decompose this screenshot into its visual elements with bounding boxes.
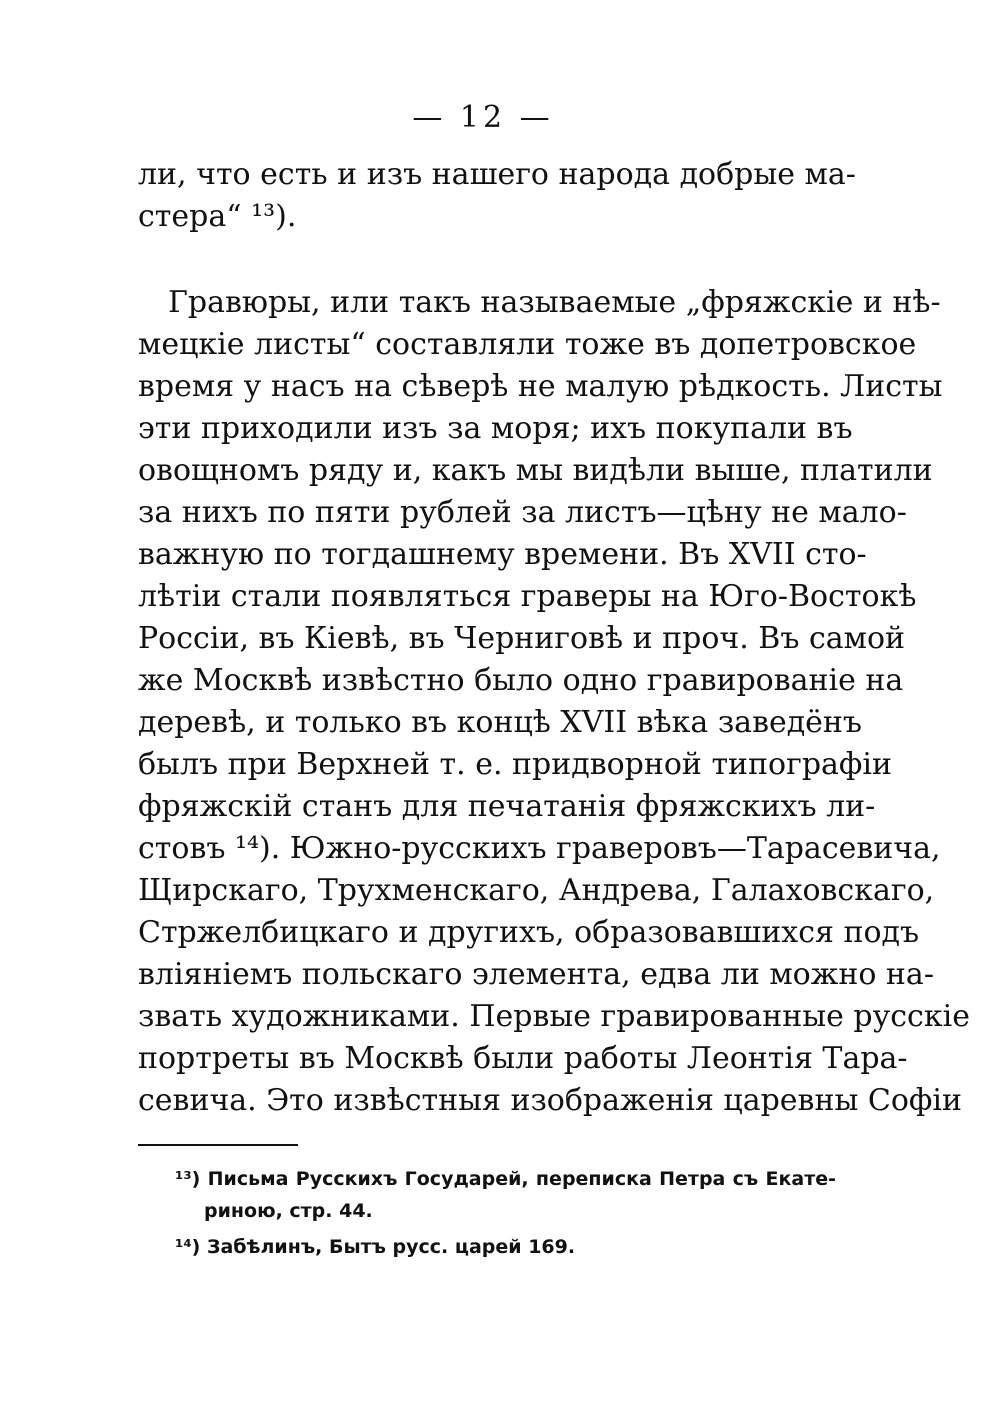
text-line: портреты въ Москвѣ были работы Леонтія Тара- bbox=[138, 1041, 908, 1076]
text-line: севича. Это извѣстныя изображенія царевны Софіи bbox=[138, 1083, 962, 1118]
text-line: эти приходили изъ за моря; ихъ покупали въ bbox=[138, 411, 853, 446]
text-line: былъ при Верхней т. е. придворной типографіи bbox=[138, 747, 892, 782]
text-line: ли, что есть и изъ нашего народа добрые ма- bbox=[138, 157, 856, 192]
text-line: овощномъ ряду и, какъ мы видѣли выше, платили bbox=[138, 453, 933, 488]
text-line: вліяніемъ польскаго элемента, едва ли можно на- bbox=[138, 957, 934, 992]
text-line: мецкіе листы“ составляли тоже въ допетровское bbox=[138, 327, 917, 362]
text-line: важную по тогдашнему времени. Въ XVII сто- bbox=[138, 537, 867, 572]
text-line: же Москвѣ извѣстно было одно гравированіе на bbox=[138, 663, 904, 698]
footnote-13-continuation: риною, стр. 44. bbox=[204, 1200, 373, 1222]
footnote-divider bbox=[138, 1144, 298, 1146]
text-line: фряжскій станъ для печатанія фряжскихъ ли- bbox=[138, 789, 876, 824]
paragraph-first-line: Гравюры, или такъ называемые „фряжскіе и нѣ- bbox=[168, 285, 941, 320]
text-line: Стржелбицкаго и другихъ, образовавшихся подъ bbox=[138, 915, 920, 950]
text-line: Россіи, въ Кіевѣ, въ Черниговѣ и проч. Въ самой bbox=[138, 621, 906, 656]
footnote-14: ¹⁴) Забѣлинъ, Бытъ русс. царей 169. bbox=[175, 1236, 576, 1258]
text-line: стовъ ¹⁴). Южно-русскихъ граверовъ—Тарасевича, bbox=[138, 831, 941, 866]
text-line: Щирскаго, Трухменскаго, Андрева, Галаховскаго, bbox=[138, 873, 935, 908]
footnote-13: ¹³) Письма Русскихъ Государей, переписка Петра съ Екате- bbox=[175, 1168, 836, 1190]
text-line: деревѣ, и только въ концѣ XVII вѣка заведёнъ bbox=[138, 705, 863, 740]
text-line: за нихъ по пяти рублей за листъ—цѣну не мало- bbox=[138, 495, 907, 530]
page-number: — 12 — bbox=[412, 100, 554, 135]
text-line: звать художниками. Первые гравированные русскіе bbox=[138, 999, 970, 1034]
text-line: лѣтіи стали появляться граверы на Юго-Востокѣ bbox=[138, 579, 917, 614]
text-line: стера“ ¹³). bbox=[138, 199, 297, 234]
text-line: время у насъ на сѣверѣ не малую рѣдкость. Листы bbox=[138, 369, 943, 404]
